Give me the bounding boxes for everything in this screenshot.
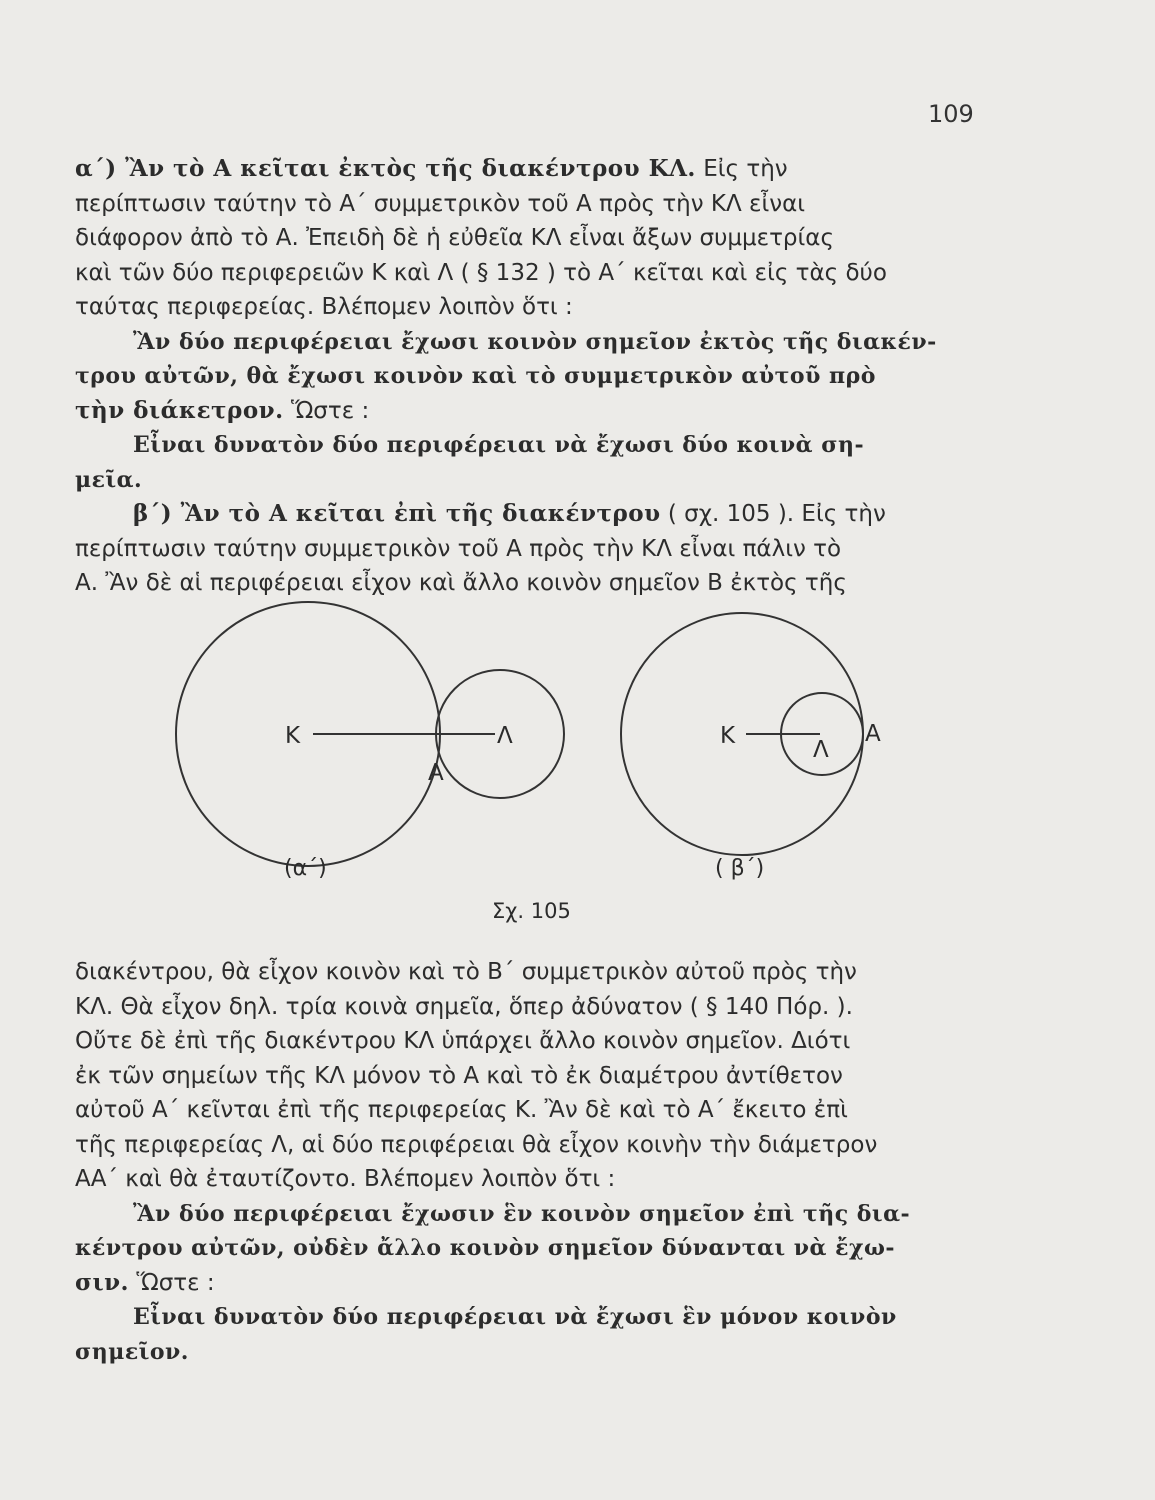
figure-105 bbox=[0, 600, 1155, 930]
corollary-line: Εἶναι δυνατὸν δύο περιφέρειαι νὰ ἔχωσι δύο κοινὰ ση- bbox=[133, 432, 865, 458]
theorem-line: τρου αὐτῶν, θὰ ἔχωσι κοινὸν καὶ τὸ συμμετρικὸν αὐτοῦ πρὸ bbox=[75, 363, 876, 389]
corollary-line: Εἶναι δυνατὸν δύο περιφέρειαι νὰ ἔχωσι ἓν μόνον κοινὸν bbox=[133, 1304, 897, 1330]
text-line: β΄) Ἂν τὸ Α κεῖται ἐπὶ τῆς διακέντρου ( σχ. 105 ). Εἰς τὴν bbox=[133, 500, 886, 527]
page-number: 109 bbox=[928, 100, 974, 128]
text-line: ΚΛ. Θὰ εἶχον δηλ. τρία κοινὰ σημεῖα, ὅπερ ἀδύνατον ( § 140 Πόρ. ). bbox=[75, 993, 853, 1020]
corollary-line: σημεῖον. bbox=[75, 1338, 189, 1365]
label-A-a: Α bbox=[428, 760, 444, 786]
text-line: ΑΑ΄ καὶ θὰ ἐταυτίζοντο. Βλέπομεν λοιπὸν ὅτι : bbox=[75, 1166, 616, 1192]
label-K-b: Κ bbox=[720, 723, 736, 749]
text-line: Οὔτε δὲ ἐπὶ τῆς διακέντρου ΚΛ ὑπάρχει ἄλλο κοινὸν σημεῖον. Διότι bbox=[75, 1028, 851, 1054]
theorem-line: κέντρου αὐτῶν, οὐδὲν ἄλλο κοινὸν σημεῖον δύνανται νὰ ἔχω- bbox=[75, 1235, 896, 1261]
figure-caption: Σχ. 105 bbox=[492, 899, 571, 923]
case-a-heading: α΄) Ἂν τὸ Α κεῖται ἐκτὸς τῆς διακέντρου ΚΛ. bbox=[75, 155, 696, 182]
text-block-top bbox=[75, 152, 975, 601]
text-line: α΄) Ἂν τὸ Α κεῖται ἐκτὸς τῆς διακέντρου ΚΛ. Εἰς τὴν bbox=[75, 155, 788, 182]
text-line: Α. Ἂν δὲ αἱ περιφέρειαι εἶχον καὶ ἄλλο κοινὸν σημεῖον Β ἐκτὸς τῆς bbox=[75, 570, 847, 596]
label-K-a: Κ bbox=[285, 723, 301, 749]
label-L-a: Λ bbox=[497, 723, 513, 749]
caption-b: ( β΄) bbox=[715, 856, 765, 881]
text-line: ἐκ τῶν σημείων τῆς ΚΛ μόνον τὸ Α καὶ τὸ ἐκ διαμέτρου ἀντίθετον bbox=[75, 1062, 843, 1089]
text-line: αὐτοῦ Α΄ κεῖνται ἐπὶ τῆς περιφερείας Κ. Ἂν δὲ καὶ τὸ Α΄ ἔκειτο ἐπὶ bbox=[75, 1097, 848, 1123]
text-line: ταύτας περιφερείας. Βλέπομεν λοιπὸν ὅτι : bbox=[75, 294, 573, 320]
text-line: διακέντρου, θὰ εἶχον κοινὸν καὶ τὸ Β΄ συμμετρικὸν αὐτοῦ πρὸς τὴν bbox=[75, 959, 857, 985]
text-line: σιν. Ὥστε : bbox=[75, 1268, 215, 1296]
label-A-b: Α bbox=[865, 721, 881, 747]
text-block-bottom bbox=[75, 955, 975, 1369]
corollary-line: μεῖα. bbox=[75, 466, 143, 493]
text-line: τὴν διάκετρον. Ὥστε : bbox=[75, 396, 370, 424]
theorem-line: Ἂν δύο περιφέρειαι ἔχωσι κοινὸν σημεῖον ἐκτὸς τῆς διακέν- bbox=[133, 328, 937, 355]
text-line: περίπτωσιν ταύτην τὸ Α΄ συμμετρικὸν τοῦ Α πρὸς τὴν ΚΛ εἶναι bbox=[75, 190, 806, 217]
text-line: τῆς περιφερείας Λ, αἱ δύο περιφέρειαι θὰ εἶχον κοινὴν τὴν διάμετρον bbox=[75, 1131, 878, 1158]
figure-b bbox=[621, 613, 863, 855]
text-line: περίπτωσιν ταύτην συμμετρικὸν τοῦ Α πρὸς τὴν ΚΛ εἶναι πάλιν τὸ bbox=[75, 535, 842, 562]
text-line: διάφορον ἀπὸ τὸ Α. Ἐπειδὴ δὲ ἡ εὐθεῖα ΚΛ εἶναι ἄξων συμμετρίας bbox=[75, 225, 834, 251]
theorem-line: Ἂν δύο περιφέρειαι ἔχωσιν ἓν κοινὸν σημεῖον ἐπὶ τῆς δια- bbox=[133, 1200, 911, 1227]
circle-K-b bbox=[621, 613, 863, 855]
text-line: καὶ τῶν δύο περιφερειῶν Κ καὶ Λ ( § 132 ) τὸ Α΄ κεῖται καὶ εἰς τὰς δύο bbox=[75, 259, 887, 286]
caption-a: (α΄) bbox=[284, 856, 327, 881]
case-b-heading: β΄) Ἂν τὸ Α κεῖται ἐπὶ τῆς διακέντρου bbox=[133, 500, 661, 527]
label-L-b: Λ bbox=[813, 737, 829, 763]
